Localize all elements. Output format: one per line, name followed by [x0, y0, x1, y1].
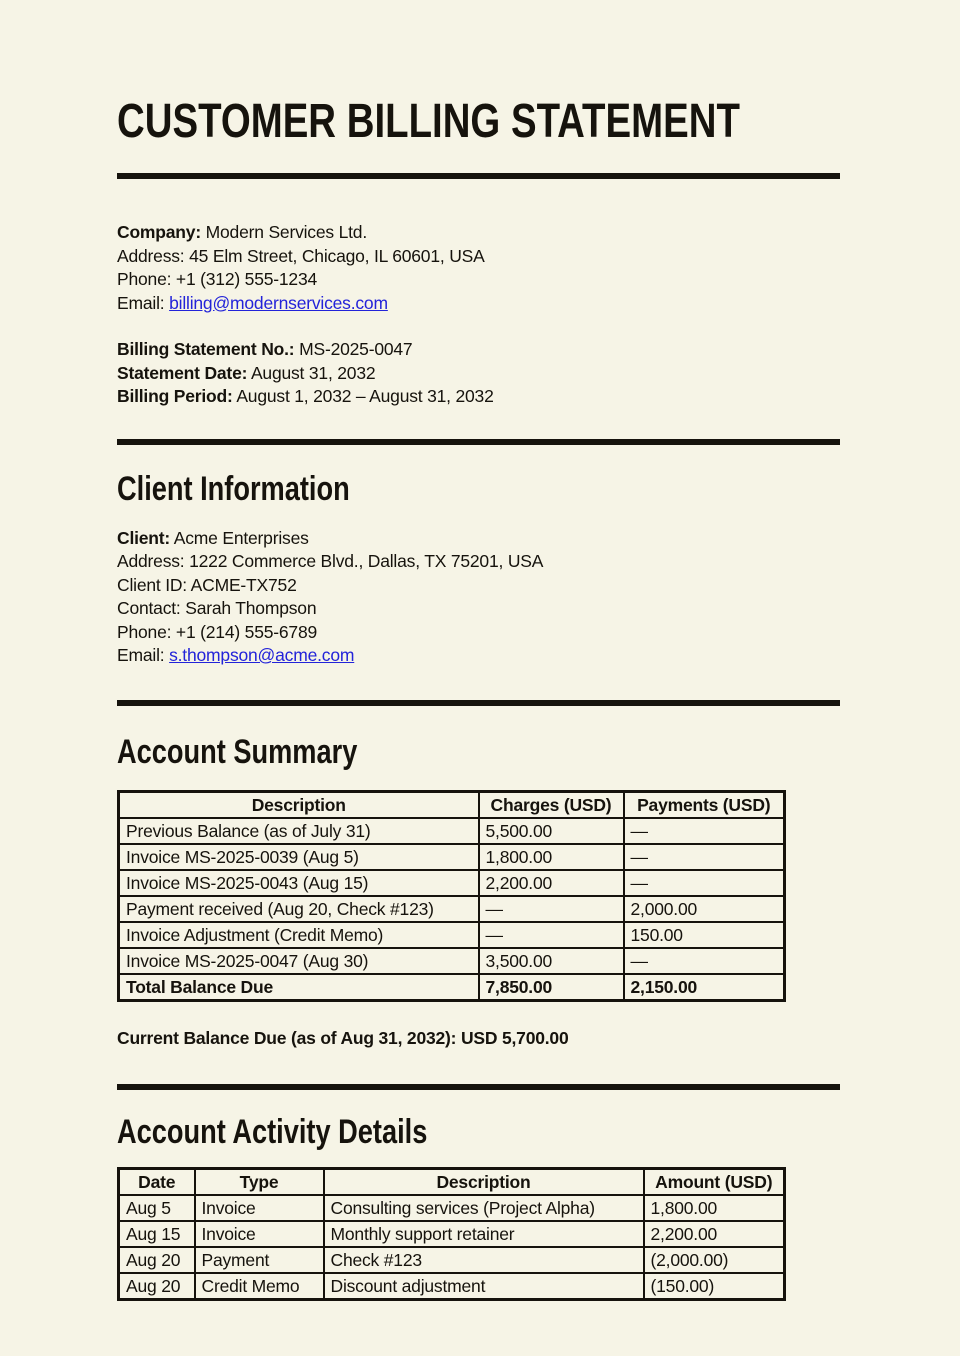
- divider: [117, 700, 840, 706]
- account-activity-heading: Account Activity Details: [117, 1112, 428, 1151]
- table-header-row: [119, 1168, 785, 1195]
- summary-charges-cell: 5,500.00: [479, 818, 624, 844]
- statement-date-value: August 31, 2032: [250, 362, 376, 383]
- table-row: [119, 1247, 785, 1273]
- summary-description-cell: Payment received (Aug 20, Check #123): [119, 896, 479, 922]
- statement-date-label: Statement Date:: [117, 362, 248, 383]
- statement-number-label: Billing Statement No.:: [117, 339, 295, 359]
- summary-description-cell: Previous Balance (as of July 31): [119, 818, 479, 844]
- client-information-heading: Client Information: [117, 469, 350, 508]
- activity-amount-cell: (2,000.00): [644, 1247, 785, 1273]
- activity-description-cell: Monthly support retainer: [324, 1221, 644, 1247]
- client-contact-line: Contact: Sarah Thompson: [117, 598, 317, 618]
- client-info-block: [117, 527, 840, 668]
- total-payments-cell: 2,150.00: [624, 974, 785, 1001]
- account-summary-heading: Account Summary: [117, 732, 358, 771]
- activity-type-cell: Credit Memo: [195, 1273, 324, 1300]
- current-balance-due: Current Balance Due (as of Aug 31, 2032): USD 5,700.00: [117, 1027, 569, 1048]
- company-name-line: [117, 221, 840, 245]
- column-header-description: Description: [324, 1168, 644, 1195]
- column-header-charges: Charges (USD): [479, 791, 624, 818]
- billing-statement-document: [117, 0, 840, 1301]
- company-label: Company:: [117, 222, 201, 242]
- summary-charges-cell: 3,500.00: [479, 948, 624, 974]
- divider: [117, 1084, 840, 1090]
- summary-charges-cell: —: [479, 922, 624, 948]
- client-email-link[interactable]: s.thompson@acme.com: [169, 645, 355, 665]
- client-phone-line: Phone: +1 (214) 555-6789: [117, 621, 318, 642]
- account-summary-table: [117, 790, 786, 1002]
- table-row: [119, 922, 785, 948]
- summary-description-cell: Invoice MS-2025-0047 (Aug 30): [119, 948, 479, 974]
- client-address-line: Address: 1222 Commerce Blvd., Dallas, TX 75201, USA: [117, 551, 544, 571]
- activity-description-cell: Consulting services (Project Alpha): [324, 1195, 644, 1221]
- activity-date-cell: Aug 20: [119, 1273, 195, 1300]
- activity-amount-cell: 2,200.00: [644, 1221, 785, 1247]
- statement-number-line: [117, 338, 840, 362]
- divider: [117, 173, 840, 179]
- summary-charges-cell: 2,200.00: [479, 870, 624, 896]
- statement-number-value: MS-2025-0047: [299, 339, 413, 359]
- summary-charges-cell: 1,800.00: [479, 844, 624, 870]
- company-phone-line: Phone: +1 (312) 555-1234: [117, 269, 318, 289]
- billing-period-label: Billing Period:: [117, 386, 233, 406]
- column-header-payments: Payments (USD): [624, 791, 785, 818]
- table-row: [119, 896, 785, 922]
- billing-period-value: August 1, 2032 – August 31, 2032: [236, 386, 494, 406]
- activity-type-cell: Invoice: [195, 1195, 324, 1221]
- total-label-cell: Total Balance Due: [119, 974, 479, 1001]
- summary-payments-cell: 2,000.00: [624, 896, 785, 922]
- client-email-line: [117, 644, 840, 668]
- client-label: Client:: [117, 527, 171, 548]
- statement-info-block: [117, 338, 840, 409]
- table-row: [119, 1221, 785, 1247]
- column-header-date: Date: [119, 1168, 195, 1195]
- table-header-row: [119, 791, 785, 818]
- column-header-amount: Amount (USD): [644, 1168, 785, 1195]
- company-email-line: [117, 292, 840, 316]
- summary-description-cell: Invoice Adjustment (Credit Memo): [119, 922, 479, 948]
- summary-description-cell: Invoice MS-2025-0039 (Aug 5): [119, 844, 479, 870]
- summary-charges-cell: —: [479, 896, 624, 922]
- table-row: [119, 844, 785, 870]
- activity-type-cell: Invoice: [195, 1221, 324, 1247]
- activity-description-cell: Discount adjustment: [324, 1273, 644, 1300]
- table-row: [119, 870, 785, 896]
- total-balance-row: [119, 974, 785, 1001]
- billing-period-line: [117, 385, 840, 409]
- activity-date-cell: Aug 5: [119, 1195, 195, 1221]
- column-header-description: Description: [119, 791, 479, 818]
- table-row: [119, 818, 785, 844]
- total-charges-cell: 7,850.00: [479, 974, 624, 1001]
- summary-payments-cell: —: [624, 870, 785, 896]
- client-name-line: [117, 527, 840, 551]
- summary-description-cell: Invoice MS-2025-0043 (Aug 15): [119, 870, 479, 896]
- table-row: [119, 948, 785, 974]
- account-activity-table: [117, 1167, 786, 1301]
- client-name: Acme Enterprises: [173, 527, 309, 548]
- company-email-label: Email:: [117, 292, 165, 313]
- column-header-type: Type: [195, 1168, 324, 1195]
- company-name: Modern Services Ltd.: [205, 222, 367, 242]
- summary-payments-cell: —: [624, 818, 785, 844]
- summary-payments-cell: 150.00: [624, 922, 785, 948]
- activity-type-cell: Payment: [195, 1247, 324, 1273]
- summary-payments-cell: —: [624, 844, 785, 870]
- table-row: [119, 1195, 785, 1221]
- statement-date-line: [117, 362, 840, 386]
- activity-date-cell: Aug 15: [119, 1221, 195, 1247]
- activity-description-cell: Check #123: [324, 1247, 644, 1273]
- client-id-line: Client ID: ACME-TX752: [117, 574, 297, 595]
- company-email-link[interactable]: billing@modernservices.com: [169, 292, 388, 313]
- page-title: CUSTOMER BILLING STATEMENT: [117, 95, 740, 148]
- activity-amount-cell: (150.00): [644, 1273, 785, 1300]
- summary-payments-cell: —: [624, 948, 785, 974]
- table-row: [119, 1273, 785, 1300]
- client-email-label: Email:: [117, 645, 165, 665]
- activity-amount-cell: 1,800.00: [644, 1195, 785, 1221]
- company-address-line: Address: 45 Elm Street, Chicago, IL 60601, USA: [117, 245, 485, 266]
- company-info-block: [117, 221, 840, 315]
- divider: [117, 439, 840, 445]
- activity-date-cell: Aug 20: [119, 1247, 195, 1273]
